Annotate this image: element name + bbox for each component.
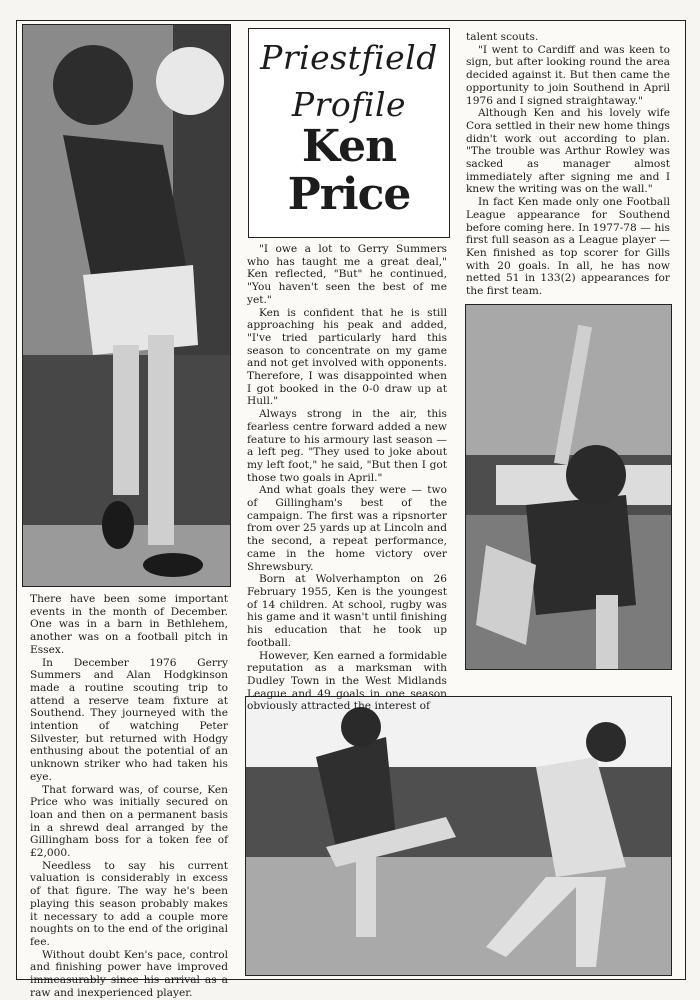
photo-kicking (465, 304, 672, 670)
paragraph: talent scouts. (466, 31, 539, 43)
paragraph: And what goals they were — two of Gillingham's best of the campaign. The first was a ripsnorter from over 25 yards up at Lincoln and the second, a repeat performance, came in the home victory over Shrewsbury. (247, 484, 447, 573)
paragraph: "I went to Cardiff and was keen to sign, but after looking round the area decided against it. But then came the opportunity to join Southend in April 1976 and I signed straightaway." (466, 43, 670, 107)
text-column-middle (247, 243, 447, 713)
title-ken: Ken (301, 121, 397, 172)
paragraph: Ken is confident that he is still approaching his peak and added, "I've tried particularly hard this season to concentrate on my game and not get involved with opponents. Therefore, I was disappointed when I got booked in the 0-0 draw up at Hull." (247, 306, 447, 408)
title-box (248, 28, 450, 238)
paragraph: Born at Wolverhampton on 26 February 1955, Ken is the youngest of 14 children. At school, rugby was his game and it wasn't until finishing his education that he took up football. (247, 573, 447, 649)
paragraph: There have been some important events in the month of December. One was in a barn in Bethlehem, another was on a football pitch in Essex. (30, 593, 228, 656)
photo-volley (245, 696, 672, 976)
paragraph: Needless to say his current valuation is considerably in excess of that figure. The way he's been playing this season probably makes it necessary to add a couple more noughts on to the end of the original fee. (30, 859, 228, 948)
photo-heading-ball (22, 24, 231, 587)
title-priestfield: Priestfield (260, 38, 438, 77)
paragraph: Although Ken and his lovely wife Cora settled in their new home things didn't work out according to plan. "The trouble was Arthur Rowley was sacked as manager almost immediately after signing me and I knew the writing was on the wall." (466, 107, 670, 196)
paragraph: In December 1976 Gerry Summers and Alan Hodgkinson made a routine scouting trip to attend a reserve team fixture at Southend. They journeyed with the intention of watching Peter Silvester, but returned with Hodgy enthusing about the potential of an unknown striker who had taken his eye. (30, 656, 228, 783)
paragraph: Always strong in the air, this fearless centre forward added a new feature to his armoury last season — a left peg. "They used to joke about my left foot," he said, "But then I got those two goals in April." (247, 408, 447, 484)
title-profile: Profile (291, 85, 407, 124)
title-price: Price (287, 169, 411, 220)
paragraph: Without doubt Ken's pace, control and finishing power have improved immeasurably since his arrival as a raw and inexperienced player. (30, 948, 228, 999)
paragraph: However, Ken earned a formidable reputation as a marksman with Dudley Town in the West Midlands League and 49 goals in one season obviously attracted the interest of (247, 649, 447, 713)
paragraph: In fact Ken made only one Football League appearance for Southend before coming here. In 1977-78 — his first full season as a League player — Ken finished as top scorer for Gills with 20 goals. In all, he has now netted 51 in 133(2) appearances for the first team. (466, 196, 670, 298)
text-column-right (466, 31, 670, 298)
paragraph: "I owe a lot to Gerry Summers who has taught me a great deal," Ken reflected, "But" he continued, "You haven't seen the best of me yet." (247, 243, 447, 306)
text-column-left (30, 593, 228, 1000)
paragraph: That forward was, of course, Ken Price who was initially secured on loan and then on a permanent basis in a shrewd deal arranged by the Gillingham boss for a token fee of £2,000. (30, 783, 228, 860)
